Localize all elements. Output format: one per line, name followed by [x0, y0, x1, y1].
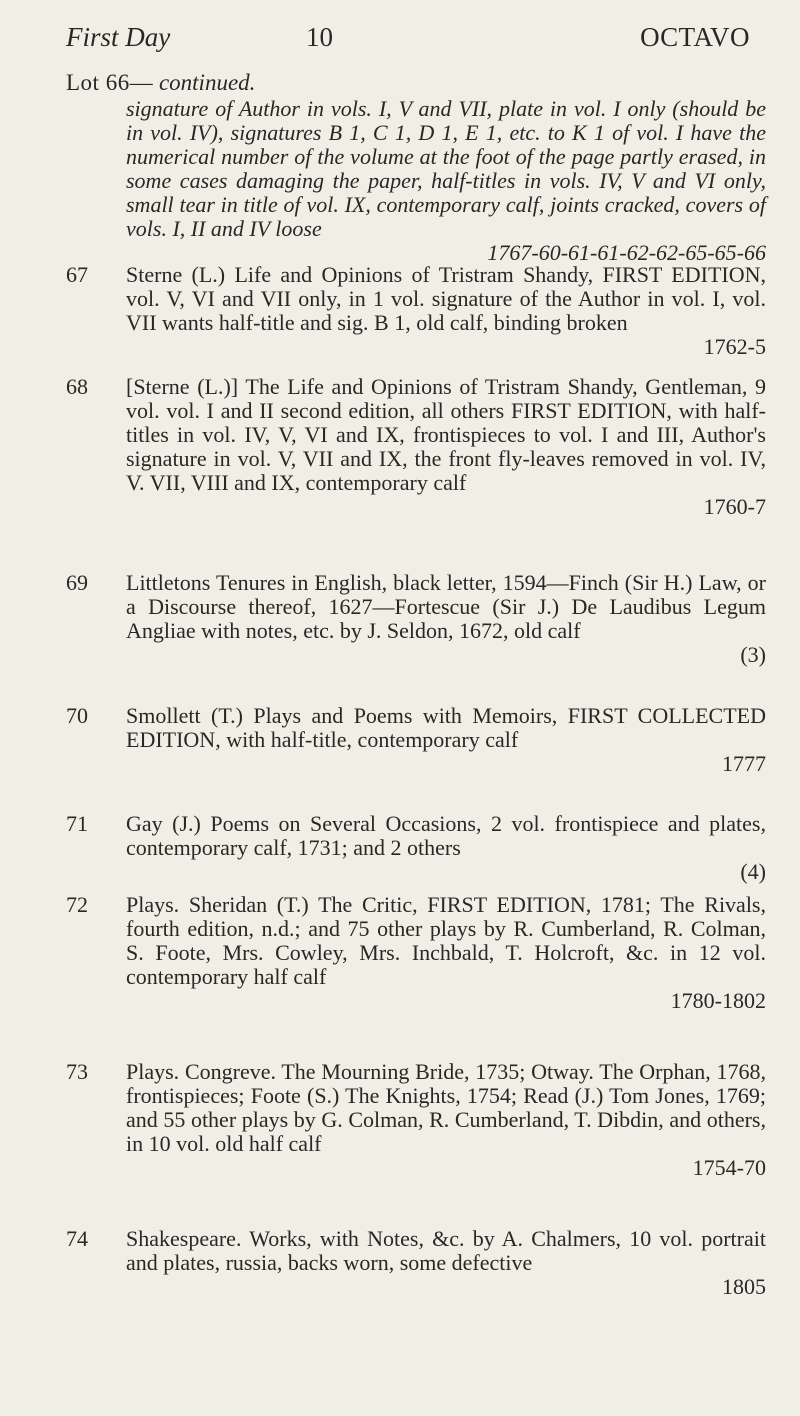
lot-entry [66, 1060, 766, 1180]
lot-text: signature of Author in vols. I, V and VII, plate in vol. I only (should be in vol. IV), signatures B 1, C 1, D 1, E 1, etc. to K 1 of vol. I have the numerical number of the volume at the foot of the page partly erased, in some cases damaging the paper, half-titles in vols. IV, V and VI only, small tear in title of vol. IX, contemporary calf, joints cracked, covers of vols. I, II and IV loose [126, 96, 766, 241]
lot-entry [66, 893, 766, 1013]
lot-number: 70 [66, 703, 88, 728]
lot-entry [66, 704, 766, 776]
lot-description [126, 893, 766, 1013]
lot-text: [Sterne (L.)] The Life and Opinions of Tristram Shandy, Gentleman, 9 vol. vol. I and II second edition, all others FIRST EDITION, with half-titles in vol. IV, V, VI and IX, frontispieces to vol. I and III, Author's signature in vol. V, VII and IX, the front fly-leaves removed in vol. IV, V. VII, VIII and IX, contemporary calf [126, 374, 766, 495]
lot-entry [66, 375, 766, 519]
lot-text: Smollett (T.) Plays and Poems with Memoirs, FIRST COLLECTED EDITION, with half-title, contemporary calf [126, 703, 766, 752]
lot-number: 67 [66, 262, 88, 287]
lot-number: 74 [66, 1226, 88, 1251]
lot-number: 73 [66, 1059, 88, 1084]
lot-description [126, 97, 766, 265]
lot-number: 68 [66, 374, 88, 399]
lot-description [126, 812, 766, 884]
lot-description [126, 1060, 766, 1180]
lot-date: (4) [740, 859, 766, 884]
lot-text: Sterne (L.) Life and Opinions of Tristram Shandy, FIRST EDITION, vol. V, VI and VII only, in 1 vol. signature of the Author in vol. I, vol. VII wants half-title and sig. B 1, old calf, binding broken [126, 262, 766, 335]
continuation-note: continued. [158, 70, 256, 95]
page-header [66, 22, 750, 62]
lot-number: 69 [66, 570, 88, 595]
lot-text: Plays. Sheridan (T.) The Critic, FIRST EDITION, 1781; The Rivals, fourth edition, n.d.; and 75 other plays by R. Cumberland, R. Colman, S. Foote, Mrs. Cowley, Mrs. Inchbald, T. Holcroft, &c. in 12 vol. contemporary half calf [126, 892, 766, 989]
day-heading: First Day [66, 22, 171, 52]
lot-66-continued [66, 97, 766, 265]
lot-date: 1780-1802 [670, 988, 766, 1013]
lot-date: 1805 [722, 1274, 766, 1299]
format-heading: OCTAVO [640, 22, 750, 52]
continuation-label: Lot 66— [66, 70, 154, 95]
lot-text: Plays. Congreve. The Mourning Bride, 1735; Otway. The Orphan, 1768, frontispieces; Foote (S.) The Knights, 1754; Read (J.) Tom Jones, 1769; and 55 other plays by G. Colman, R. Cumberland, T. Dibdin, and others, in 10 vol. old half calf [126, 1059, 766, 1156]
lot-description [126, 571, 766, 667]
lot-description [126, 704, 766, 776]
lot-entry [66, 263, 766, 359]
lot-number: 71 [66, 811, 88, 836]
lot-date: 1762-5 [703, 334, 766, 359]
lot-date: 1767-60-61-61-62-62-65-65-66 [487, 240, 766, 265]
lot-date: 1754-70 [692, 1155, 766, 1180]
lot-date: (3) [740, 642, 766, 667]
lot-description [126, 263, 766, 359]
lot-text: Shakespeare. Works, with Notes, &c. by A. Chalmers, 10 vol. portrait and plates, russia, backs worn, some defective [126, 1226, 766, 1275]
lot-description [126, 375, 766, 519]
lot-text: Littletons Tenures in English, black letter, 1594—Finch (Sir H.) Law, or a Discourse thereof, 1627—Fortescue (Sir J.) De Laudibus Legum Angliae with notes, etc. by J. Seldon, 1672, old calf [126, 570, 766, 643]
lot-entry [66, 1227, 766, 1299]
page-number: 10 [306, 22, 333, 52]
lot-description [126, 1227, 766, 1299]
lot-entry [66, 571, 766, 667]
lot-date: 1777 [722, 751, 766, 776]
lot-number: 72 [66, 892, 88, 917]
lot-entry [66, 812, 766, 884]
lot-text: Gay (J.) Poems on Several Occasions, 2 vol. frontispiece and plates, contemporary calf, 1731; and 2 others [126, 811, 766, 860]
lot-date: 1760-7 [703, 494, 766, 519]
continuation-heading [66, 70, 255, 96]
